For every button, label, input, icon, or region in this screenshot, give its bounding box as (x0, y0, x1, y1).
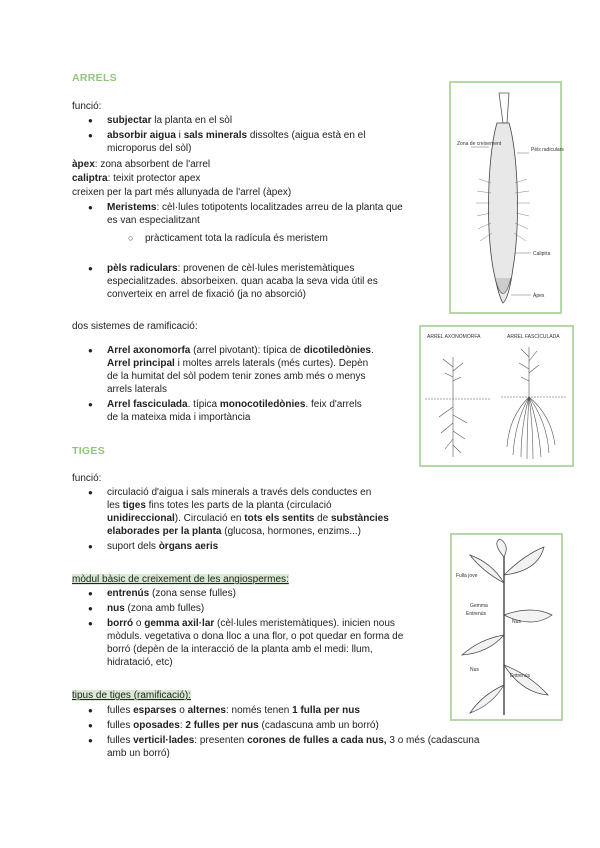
label-axonomorfa: ARREL AXONOMORFA (427, 334, 481, 340)
root-tip-illustration (451, 83, 564, 312)
stem-label-nus-2: Nus (470, 667, 479, 673)
apex-definition: àpex: zona absorbent de l'arrel (72, 159, 211, 170)
root-label-pels: Pèls radiculars (531, 147, 564, 153)
root-types-figure (419, 325, 574, 467)
sistemes-text: dos sistemes de ramificació: (72, 321, 198, 332)
stem-label-entrenus-1: Entrenús (466, 611, 487, 617)
list-item: ● Arrel axonomorfa (arrel pivotant): típica de dicotiledònies. Arrel principal i moltes arrels laterals (més curtes). Depèn de la humitat del sòl podem tenir zones amb més o menys arrels laterals (72, 344, 412, 396)
list-item: ● suport dels òrgans aeris (72, 540, 412, 553)
stem-label-entrenus-2: Entrenús (510, 673, 531, 679)
list-item: ● absorbir aigua i sals minerals dissoltes (aigua està en el microporus del sòl) (72, 129, 440, 155)
label-fasciculada: ARREL FASCICULADA (507, 334, 560, 340)
list-item: ● entrenús (zona sense fulles) (72, 587, 444, 600)
tiges-funcio: funció: (72, 473, 102, 484)
list-item: ○ pràcticament tota la radícula és meristem (72, 232, 440, 245)
tiges-heading: TIGES (72, 445, 106, 457)
arrels-heading: ARRELS (72, 72, 117, 84)
list-item: ● fulles oposades: 2 fulles per nus (cadascuna amb un borró) (72, 719, 542, 732)
stem-illustration (452, 535, 561, 719)
root-label-zona: Zona de creixement (457, 141, 502, 147)
arrels-funcio: funció: (72, 101, 102, 112)
arrels-function-list (72, 114, 440, 155)
meristems-list (72, 201, 440, 245)
pels-list (72, 262, 440, 301)
tiges-function-list (72, 486, 412, 553)
list-item: ● circulació d'aigua i sals minerals a través dels conductes en les tiges fins totes les parts de la planta (circulació unidireccional). Circulació en tots els sentits de substàncies elaborades per la planta (glucosa, hormones, enzims...) (72, 486, 412, 538)
list-item: ● Arrel fasciculada. típica monocotiledònies. feix d'arrels de la mateixa mida i importància (72, 398, 412, 424)
list-item: ● pèls radiculars: provenen de cèl·lules meristemàtiques especialitzades. absorbeixen. quan acaba la seva vida útil es converteix en arrel de fixació (ja no absorció) (72, 262, 440, 301)
list-item: ● borró o gemma axil·lar (cèl·lules meristemàtiques). inicien nous mòduls. vegetativa o dona lloc a una flor, o pot quedar en forma de borró (depèn de la interacció de la planta amb el medi: llum, hidratació, etc) (72, 617, 444, 669)
root-label-caliptra: Caliptra (533, 251, 551, 257)
ramificacio-list (72, 344, 412, 424)
root-types-illustration (421, 327, 572, 465)
stem-figure (450, 533, 563, 721)
creixen-text: creixen per la part més allunyada de l'arrel (àpex) (72, 187, 292, 198)
list-item: ● nus (zona amb fulles) (72, 602, 444, 615)
list-item: ● fulles esparses o alternes: només tenen 1 fulla per nus (72, 704, 542, 717)
modul-list (72, 587, 444, 669)
tipus-title: tipus de tiges (ramificació): (72, 690, 191, 701)
stem-label-nus-1: Nus (512, 619, 521, 625)
stem-label-fulla-jove: Fulla jove (456, 573, 478, 579)
modul-title: mòdul bàsic de creixement de les angiospermes: (72, 574, 289, 585)
list-item: ● subjectar la planta en el sòl (72, 114, 440, 127)
root-label-apex: Àpex (533, 293, 545, 299)
list-item: ● fulles verticil·lades: presenten corones de fulles a cada nus, 3 o més (cadascuna amb un borró) (72, 734, 542, 760)
stem-label-gemma: Gemma (470, 603, 488, 609)
caliptra-definition: caliptra: teixit protector apex (72, 173, 201, 184)
list-item: ● Meristems: cèl·lules totipotents localitzades arreu de la planta que es van especialitzant (72, 201, 440, 227)
root-tip-figure (449, 81, 562, 314)
